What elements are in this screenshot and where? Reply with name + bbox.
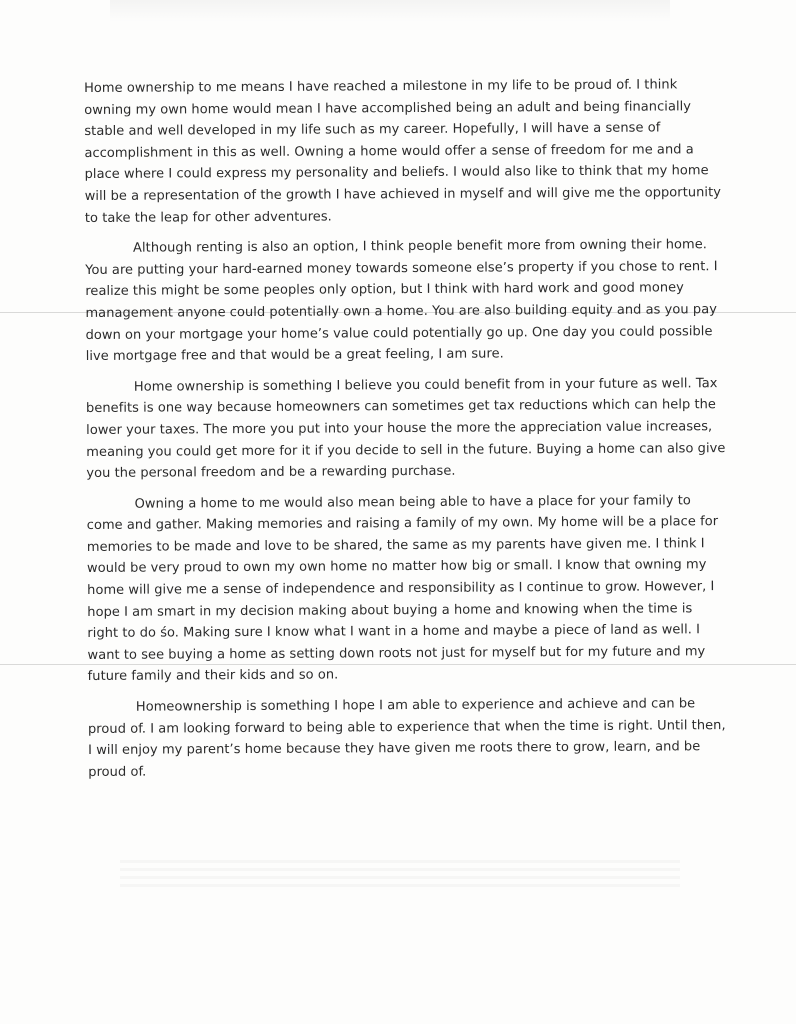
paragraph-4: Owning a home to me would also mean being able to have a place for your family to come and gather. Making memories and raising a family of my own. My home will be a place for memories to be made and love to be shared, the same as my parents have given me. I think I would be very proud to own my own home no matter how big or small. I know that owning my home will give me a sense of independence and responsibility as I continue to grow. However, I hope I am smart in my decision making about buying a home and knowing when the time is right to do śo. Making sure I know what I want in a home and maybe a piece of land as well. I want to see buying a home as setting down roots not just for myself but for my future and my future family and their kids and so on. <box>86 492 719 685</box>
paragraph-2: Although renting is also an option, I think people benefit more from owning their home. You are putting your hard-earned money towards someone else’s property if you chose to rent. I realize this might be some peoples only option, but I think with hard work and good money management anyone could potentially own a home. You are also building equity and as you pay down on your mortgage your home’s value could potentially go up. One day you could possible live mortgage free and that would be a great feeling, I am sure. <box>85 237 718 365</box>
bleed-through-top <box>110 0 670 22</box>
paragraph-1: Home ownership to me means I have reached a milestone in my life to be proud of. I think owning my own home would mean I have accomplished being an adult and being financially stable and well developed in my life such as my career. Hopefully, I will have a sense of accomplishment in this as well. Owning a home would offer a sense of freedom for me and a place where I could express my personality and beliefs. I would also like to think that my home will be a representation of the growth I have achieved in myself and will give me the opportunity to take the leap for other adventures. <box>84 77 722 226</box>
paragraph-3: Home ownership is something I believe you could benefit from in your future as well. Tax benefits is one way because homeowners can sometimes get tax reductions which can help the lower your taxes. The more you put into your house the more the appreciation value increases, meaning you could get more for it if you decide to sell in the future. Buying a home can also give you the personal freedom and be a rewarding purchase. <box>85 375 726 482</box>
paragraph-5: Homeownership is something I hope I am able to experience and achieve and can be proud of. I am looking forward to being able to experience that when the time is right. Until then, I will enjoy my parent’s home because they have given me roots there to grow, learn, and be proud of. <box>87 696 726 780</box>
bleed-through-bottom <box>120 860 680 888</box>
essay-body <box>84 74 728 792</box>
